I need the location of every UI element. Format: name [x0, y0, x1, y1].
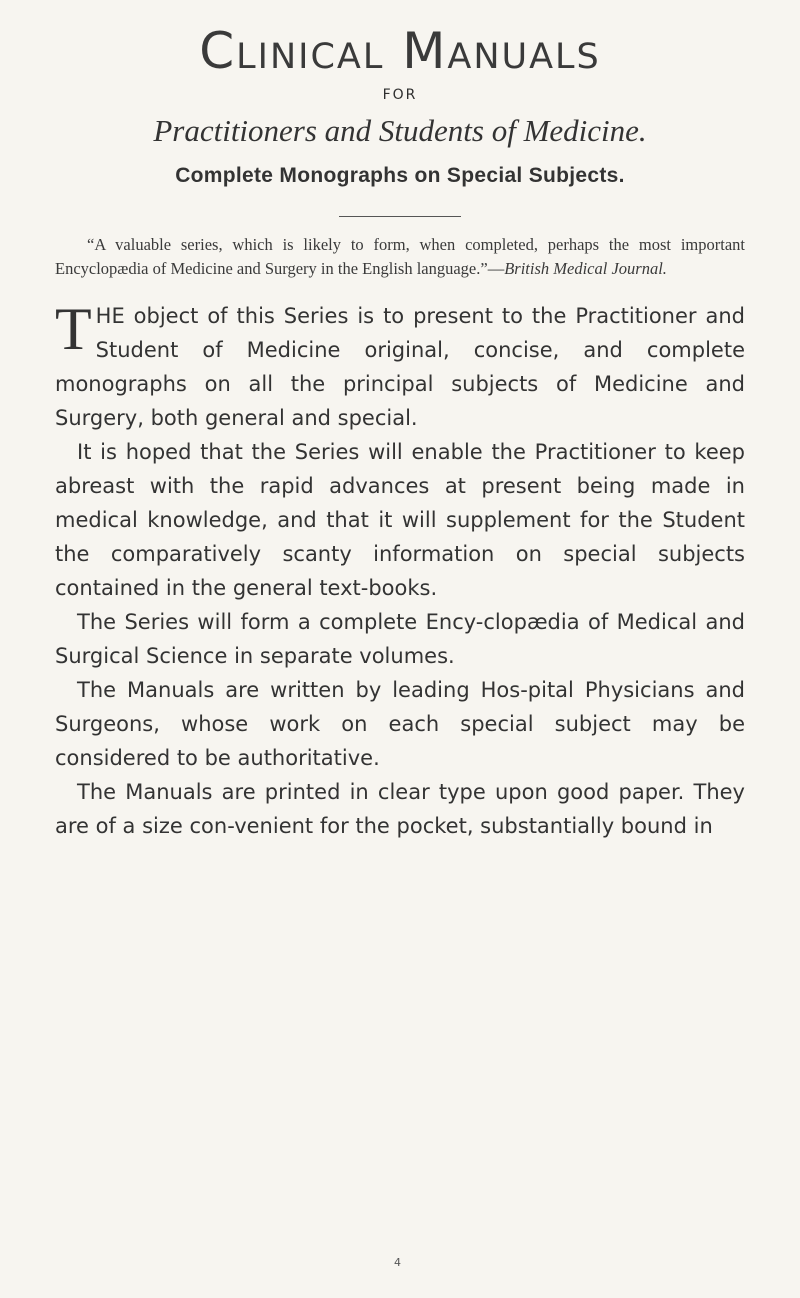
page-subtitle: Practitioners and Students of Medicine. — [153, 113, 647, 148]
quote-source: British Medical Journal. — [504, 259, 667, 278]
page-title: Clinical Manuals — [199, 22, 601, 80]
divider-rule — [339, 216, 461, 217]
quote-text: “A valuable series, which is likely to form, when completed, perhaps the most important Encyclopædia of Medicine and Surgery in the English language.”— — [55, 235, 745, 278]
document-page — [55, 22, 745, 843]
drop-cap: T — [55, 296, 92, 362]
review-quote — [55, 233, 745, 281]
tagline: Complete Monographs on Special Subjects. — [175, 164, 625, 187]
paragraph-1 — [55, 296, 745, 435]
body-text — [55, 296, 745, 843]
paragraph-4: The Manuals are written by leading Hos-pital Physicians and Surgeons, whose work on each special subject may be considered to be authoritative. — [55, 678, 745, 770]
paragraph-3: The Series will form a complete Ency-clopædia of Medical and Surgical Science in separate volumes. — [55, 610, 745, 668]
quote-paragraph — [55, 233, 745, 281]
paragraph-2: It is hoped that the Series will enable the Practitioner to keep abreast with the rapid advances at present being made in medical knowledge, and that it will supplement for the Student the comparatively scanty information on special subjects contained in the general text-books. — [55, 440, 745, 600]
paragraph-5: The Manuals are printed in clear type upon good paper. They are of a size con-venient for the pocket, substantially bound in — [55, 780, 745, 838]
page-mark: 4 — [394, 1256, 401, 1269]
paragraph-1-text: HE object of this Series is to present to the Practitioner and Student of Medicine original, concise, and complete monographs on all the principal subjects of Medicine and Surgery, both general and special. — [55, 304, 745, 430]
for-label: FOR — [382, 87, 418, 103]
